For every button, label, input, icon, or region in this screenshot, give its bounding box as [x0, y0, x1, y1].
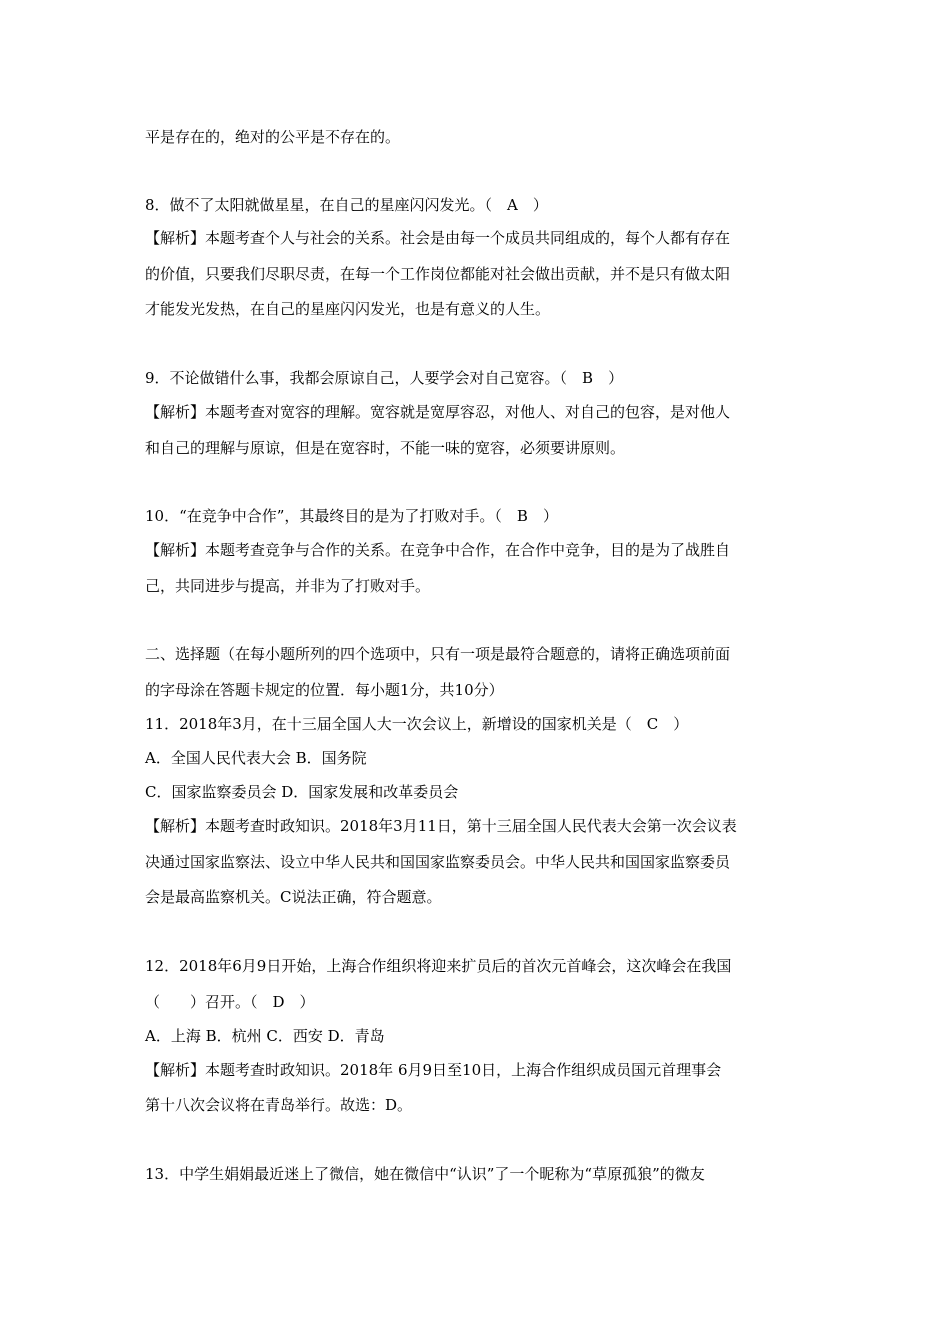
options-12: A．上海 B．杭州 C．西安 D．青岛: [145, 1027, 385, 1045]
section-heading: 二、选择题（在每小题所列的四个选项中，只有一项是最符合题意的，请将正确选项前面: [145, 645, 731, 663]
options-11-ab: A．全国人民代表大会 B．国务院: [145, 749, 367, 767]
question-10: 10．“在竞争中合作”，其最终目的是为了打败对手。（ B ）: [145, 507, 558, 525]
question-11: 11．2018年3月，在十三届全国人大一次会议上，新增设的国家机关是（ C ）: [145, 715, 689, 733]
text-line: 平是存在的，绝对的公平是不存在的。: [145, 128, 401, 146]
question-9: 9．不论做错什么事，我都会原谅自己，人要学会对自己宽容。（ B ）: [145, 369, 624, 387]
text-line: 和自己的理解与原谅，但是在宽容时，不能一味的宽容，必须要讲原则。: [145, 439, 626, 457]
text-line: 会是最高监察机关。C说法正确，符合题意。: [145, 888, 442, 906]
text-line: 的价值，只要我们尽职尽责，在每一个工作岗位都能对社会做出贡献，并不是只有做太阳: [145, 265, 731, 283]
question-12-cont: （ ）召开。（ D ）: [145, 993, 315, 1011]
question-12: 12．2018年6月9日开始，上海合作组织将迎来扩员后的首次元首峰会，这次峰会在我国: [145, 957, 732, 975]
text-line: 决通过国家监察法、设立中华人民共和国国家监察委员会。中华人民共和国国家监察委员: [145, 853, 731, 871]
analysis-11: 【解析】本题考查时政知识。2018年3月11日，第十三届全国人民代表大会第一次会议表: [145, 817, 737, 835]
text-line: 己，共同进步与提高，并非为了打败对手。: [145, 577, 431, 595]
analysis-8: 【解析】本题考查个人与社会的关系。社会是由每一个成员共同组成的，每个人都有存在: [145, 229, 731, 247]
analysis-12: 【解析】本题考查时政知识。2018年 6月9日至10日，上海合作组织成员国元首理事会: [145, 1061, 722, 1079]
analysis-9: 【解析】本题考查对宽容的理解。宽容就是宽厚容忍，对他人、对自己的包容，是对他人: [145, 403, 731, 421]
question-8: 8．做不了太阳就做星星，在自己的星座闪闪发光。（ A ）: [145, 196, 548, 214]
question-13: 13．中学生娟娟最近迷上了微信，她在微信中“认识”了一个昵称为“草原孤狼”的微友: [145, 1165, 705, 1183]
analysis-10: 【解析】本题考查竞争与合作的关系。在竞争中合作，在合作中竞争，目的是为了战胜自: [145, 541, 731, 559]
text-line: 第十八次会议将在青岛举行。故选：D。: [145, 1096, 413, 1114]
options-11-cd: C．国家监察委员会 D．国家发展和改革委员会: [145, 783, 459, 801]
section-heading-cont: 的字母涂在答题卡规定的位置．每小题1分，共10分）: [145, 681, 504, 699]
text-line: 才能发光发热，在自己的星座闪闪发光，也是有意义的人生。: [145, 300, 551, 318]
